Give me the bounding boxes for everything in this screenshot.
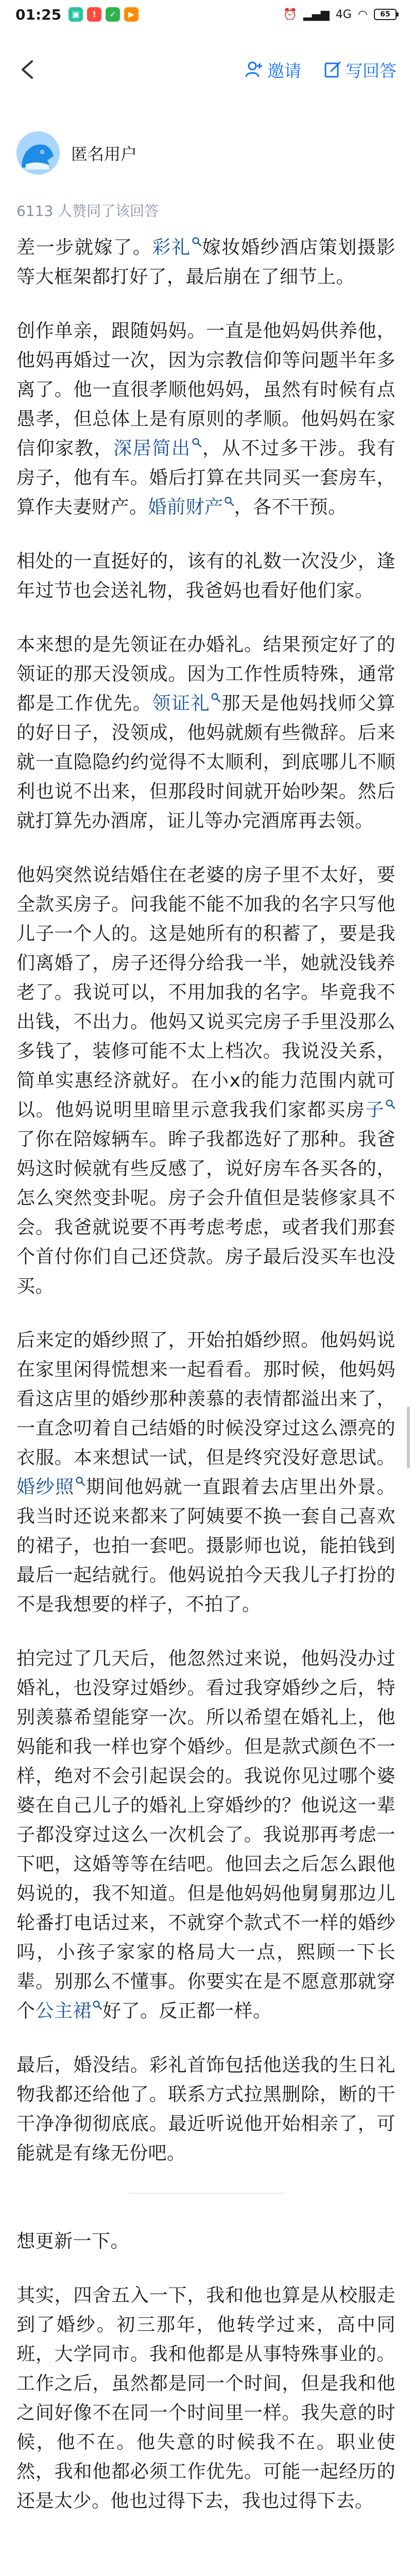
search-icon (211, 692, 221, 703)
keyword-text: 婚前财产 (148, 497, 224, 518)
paragraph-text: 其实，四舍五入一下，我和他也算是从校服走到了婚纱。初三那年，他转学过来，高中同班，大学同市。我和他都是从事特殊事业的。工作之后，虽然都是同一个时间，但是我和他之间好像不在同一个时间里一样。我失意的时候，他不在。他失意的时候我不在。职业使然，我和他都必须工作优先。可能一起经历的还是太少。他也过得下去，我也过得下去。 (16, 2285, 396, 2512)
nav-actions (245, 58, 397, 82)
answer-paragraph (16, 2281, 396, 2516)
write-answer-button[interactable] (324, 58, 397, 82)
author-name[interactable]: 匿名用户 (71, 144, 138, 164)
paragraph-text: 后来定的婚纱照了，开始拍婚纱照。他妈妈说在家里闲得慌想来一起看看。那时候，他妈妈看这店里的婚纱那种羡慕的表情都溢出来了，一直念叨着自己结婚的时候没穿过这么漂亮的衣服。本来想试一试，但是终究没好意思试。 (16, 1330, 396, 1468)
notification-app-icon: ! (87, 7, 101, 22)
search-icon (224, 496, 234, 506)
keyword-text: 婚纱照 (16, 1477, 75, 1498)
nav-bar (0, 46, 412, 93)
paragraph-text: ，各不干预。 (234, 497, 347, 518)
write-answer-label: 写回答 (346, 60, 397, 81)
keyword-search-link[interactable] (152, 237, 201, 258)
search-icon (192, 437, 202, 448)
status-time: 01:25 (15, 6, 62, 23)
agree-count: 6113 人赞同了该回答 (16, 202, 159, 219)
paragraph-text: 那天是他妈找师父算的好日子，没领成，他妈就颇有些微辞。后来就一直隐隐约约觉得不太顺利，到底哪儿不顺利也说不出来，但那段时间就开始吵架。然后就打算先办酒席，证儿等办完酒席再去领。 (16, 693, 396, 832)
paragraph-text: 好了。反正都一样。 (102, 2001, 272, 2022)
keyword-search-link[interactable] (113, 438, 202, 459)
paragraph-text: 他妈突然说结婚住在老婆的房子里不太好，要全款买房子。问我能不能不加我的名字只写他儿子一个人的。这是她所有的积蓄了，要是我们离婚了，房子还得分给我一半，她就没钱养老了。我说可以，不用加我的名字。毕竟我不出钱，不出力。他妈又说买完房子手里没那么多钱了，装修可能不太上档次。我说没关系，简单实惠经济就好。在小x的能力范围内就可以。他妈说明里暗里示意我我们家都买房 (16, 865, 396, 1121)
status-bar (0, 0, 412, 29)
reader-app-icon: ▶ (124, 7, 139, 22)
author-row[interactable] (16, 131, 137, 175)
add-user-icon (245, 60, 263, 79)
search-icon (192, 236, 202, 247)
network-label: 4G (335, 8, 352, 21)
answer-paragraph (16, 1326, 396, 1619)
answer-paragraph (16, 233, 396, 292)
paragraph-text: 了你在陪嫁辆车。眸子我都选好了那种。我爸妈这时候就有些反感了，说好房车各买各的，怎么突然变卦呢。房子会升值但是装修家具不会。我爸就说要不再考虑考虑，或者我们那套个首付你们自己还贷款。房子最后没买车也没买。 (16, 1129, 396, 1297)
update-divider (129, 2193, 283, 2194)
keyword-text: 深居简出 (113, 438, 191, 459)
search-icon (75, 1476, 85, 1486)
status-right (283, 8, 397, 21)
wifi-icon: ◠ (357, 8, 368, 21)
search-icon (385, 1099, 396, 1109)
keyword-text: 公主裙 (35, 2001, 92, 2022)
paragraph-text: 想更新一下。 (16, 2231, 130, 2252)
back-icon[interactable] (15, 58, 38, 81)
answer-paragraph (16, 2227, 396, 2256)
alarm-icon: ⏰ (283, 8, 297, 21)
paragraph-text: ，从不过多干涉。我有房子，他有车。婚后打算在共同买一套房车，算作夫妻财产。 (16, 438, 396, 518)
anonymous-avatar-icon (16, 131, 60, 175)
answer-paragraph (16, 2050, 396, 2168)
chat-app-icon: ✓ (106, 7, 120, 22)
keyword-search-link[interactable] (16, 1477, 85, 1498)
answer-paragraph (16, 860, 396, 1301)
keyword-search-link[interactable] (148, 497, 234, 518)
keyword-text: 子 (365, 1099, 385, 1121)
paragraph-text: 嫁妆婚纱酒店策划摄影等大框架都打好了，最后崩在了细节上。 (16, 237, 396, 287)
answer-paragraph (16, 630, 396, 836)
paragraph-text: 期间他妈就一直跟着去店里出外景。我当时还说来都来了阿姨要不换一套自己喜欢的裙子，也拍一套吧。摄影师也说，能拍钱到最后一起结就行。他妈说拍今天我儿子打扮的不是我想要的样子，不拍了。 (16, 1477, 396, 1615)
keyword-text: 领证礼 (152, 693, 211, 714)
keyword-search-link[interactable] (152, 693, 221, 714)
paragraph-text: 本来想的是先领证在办婚礼。结果预定好了的领证的那天没领成。因为工作性质特殊，通常都是工作优先。 (16, 634, 396, 714)
answer-content (16, 233, 396, 2540)
paragraph-text: 创作单亲，跟随妈妈。一直是他妈妈供养他，他妈再婚过一次，因为宗教信仰等问题半年多离了。他一直很孝顺他妈妈，虽然有时候有点愚孝，但总体上是有原则的孝顺。他妈妈在家信仰家教， (16, 320, 396, 459)
keyword-text: 彩礼 (152, 237, 191, 258)
update-paragraphs (16, 2227, 396, 2516)
status-left (15, 6, 139, 23)
scroll-indicator[interactable] (407, 1406, 410, 1468)
signal-icon: ▂▄▆ (303, 8, 330, 21)
search-icon (92, 2000, 102, 2010)
battery-icon: 65 (374, 9, 397, 20)
paragraph-text: 相处的一直挺好的，该有的礼数一次没少，逢年过节也会送礼物，我爸妈也看好他们家。 (16, 551, 396, 601)
paragraph-text: 差一步就嫁了。 (16, 237, 152, 258)
avatar[interactable] (16, 131, 60, 175)
answer-paragraphs (16, 233, 396, 2168)
gallery-app-icon: ▣ (68, 7, 83, 22)
answer-paragraph (16, 547, 396, 605)
paragraph-text: 拍完过了几天后，他忽然过来说，他妈没办过婚礼，也没穿过婚纱。看过我穿婚纱之后，特别羡慕希望能穿一次。所以希望在婚礼上，他妈能和我一样也穿个婚纱。但是款式颜色不一样，绝对不会引起误会的。我说你见过哪个婆婆在自己儿子的婚礼上穿婚纱的？他说这一辈子都没穿过这么一次机会了。我说那再考虑一下吧，这婚等等在结吧。他回去之后怎么跟他妈说的，我不知道。但是他妈妈他舅舅那边儿轮番打电话过来，不就穿个款式不一样的婚纱吗，小孩子家家的格局大一点，熙顾一下长辈。别那么不懂事。你要实在是不愿意那就穿个 (16, 1648, 396, 2022)
answer-paragraph (16, 1644, 396, 2026)
keyword-search-link[interactable] (36, 2001, 103, 2022)
answer-paragraph (16, 316, 396, 522)
edit-icon (324, 61, 341, 78)
paragraph-text: 最后，婚没结。彩礼首饰包括他送我的生日礼物我都还给他了。联系方式拉黑删除，断的干干净净彻彻底底。最近听说他开始相亲了，可能就是有缘无份吧。 (16, 2055, 396, 2164)
invite-button[interactable] (245, 58, 301, 82)
status-app-icons (68, 7, 139, 22)
invite-label: 邀请 (267, 60, 301, 81)
keyword-search-link[interactable] (365, 1099, 396, 1121)
